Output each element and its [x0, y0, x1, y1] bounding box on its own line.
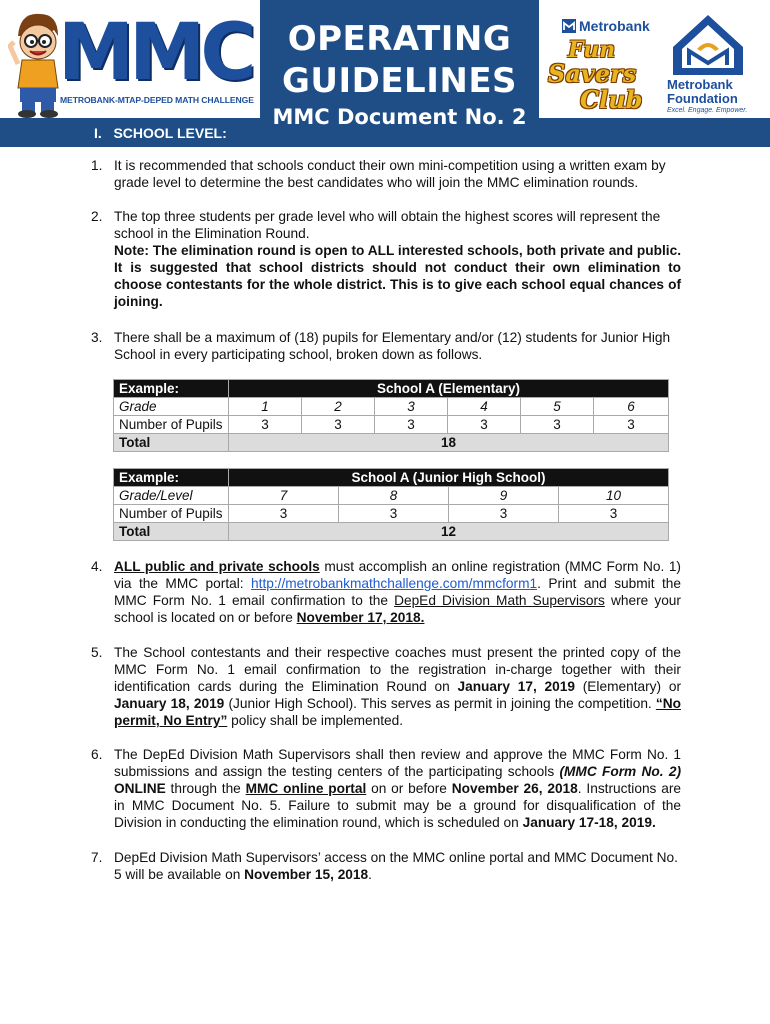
fun-savers-line-3: Club	[580, 85, 643, 114]
grade-cell: 9	[449, 487, 559, 505]
item-note: Note: The elimination round is open to ALL interested schools, both private and public. It is suggested that school districts should not conduct their own elimination to choose contestants for the whole district. This is to give each school equal chances of joining.	[114, 243, 681, 309]
mmc-logo-letters: MMC	[58, 8, 252, 98]
form-reference: (MMC Form No. 2)	[559, 764, 682, 779]
item-text	[114, 558, 681, 626]
row-label: Total	[114, 434, 229, 452]
example-label: Example:	[114, 380, 229, 398]
item-number: 3.	[91, 330, 103, 345]
item-number: 5.	[91, 645, 103, 660]
grade-cell: 1	[229, 398, 302, 416]
text-run: (Junior High School). This serves as permit in joining the competition.	[224, 696, 656, 711]
fun-savers-line-1: Fun	[568, 37, 616, 63]
table-row-pupils	[114, 505, 669, 523]
grade-cell: 5	[521, 398, 594, 416]
pupils-cell: 3	[521, 416, 594, 434]
pupils-cell: 3	[229, 505, 339, 523]
table-row-grade	[114, 398, 669, 416]
item-text: There shall be a maximum of (18) pupils for Elementary and/or (12) students for Junior High School in every participating school, broken down as follows.	[114, 330, 671, 362]
elementary-example-table	[113, 379, 669, 452]
fun-savers-club-logo	[546, 37, 658, 113]
online-portal-text: MMC online portal	[245, 781, 367, 796]
text-run: must accomplish an online registration (MMC Form No. 1) via the MMC portal:	[114, 559, 681, 591]
text-run: . Instructions are in MMC Document No. 5. Failure to submit may be a ground for disqualification of the Division in conducting the elimination round, which is scheduled on	[114, 781, 682, 830]
grade-cell: 8	[339, 487, 449, 505]
text-run: (Elementary) or	[574, 679, 681, 694]
pupils-cell: 3	[339, 505, 449, 523]
deadline-date: November 26, 2018	[451, 781, 578, 796]
elimination-date: January 17-18, 2019.	[522, 815, 656, 830]
item-number: 2.	[91, 209, 103, 224]
item-number: 6.	[91, 747, 103, 762]
metrobank-foundation-emblem-icon	[671, 13, 745, 77]
grade-cell: 2	[302, 398, 375, 416]
pupils-cell: 3	[448, 416, 521, 434]
title-guidelines: GUIDELINES	[281, 61, 518, 101]
row-label: Grade/Level	[114, 487, 229, 505]
pupils-cell: 3	[594, 416, 669, 434]
table-row-total	[114, 523, 669, 541]
foundation-name-line2: Foundation	[667, 91, 738, 106]
title-operating: OPERATING	[287, 19, 512, 59]
table-row-grade	[114, 487, 669, 505]
item-number: 4.	[91, 559, 103, 574]
item-text	[114, 849, 681, 883]
emphasis: ALL public and private schools	[114, 559, 320, 574]
document-header	[0, 0, 770, 147]
fun-savers-line-2: Savers	[548, 59, 637, 88]
deadline-date: November 17, 2018.	[296, 610, 425, 625]
item-text	[114, 746, 681, 831]
elementary-date: January 17, 2019	[457, 679, 575, 694]
text-run: on or before	[366, 781, 452, 796]
item-text	[114, 644, 681, 729]
row-label: Number of Pupils	[114, 505, 229, 523]
online-label: ONLINE	[114, 781, 166, 796]
grade-cell: 3	[375, 398, 448, 416]
text-run: . Print and submit the MMC Form No. 1 email confirmation to the	[114, 576, 682, 608]
mmc-logo-tagline: METROBANK-MTAP-DEPED MATH CHALLENGE	[60, 95, 254, 105]
metrobank-mark-icon	[562, 19, 576, 33]
text-run: DepEd Division Math Supervisors’ access on the MMC online portal and MMC Document No. 5 will be available on	[114, 850, 678, 882]
foundation-name-line1: Metrobank	[667, 77, 733, 92]
section-heading: I. SCHOOL LEVEL:	[94, 125, 227, 141]
grade-cell: 6	[594, 398, 669, 416]
pupils-cell: 3	[449, 505, 559, 523]
table-header-row	[114, 380, 669, 398]
example-label: Example:	[114, 469, 229, 487]
text-run: The School contestants and their respective coaches must present the printed copy of the MMC Form No. 1 email confirmation to the registration in-charge together with their identification cards during the Elimination Round on	[114, 645, 681, 694]
table-header-row	[114, 469, 669, 487]
grade-cell: 4	[448, 398, 521, 416]
text-run: through the	[165, 781, 246, 796]
metrobank-logo-small	[562, 17, 650, 35]
total-cell: 18	[229, 434, 669, 452]
row-label: Total	[114, 523, 229, 541]
item-number: 1.	[91, 158, 103, 173]
pupils-cell: 3	[375, 416, 448, 434]
metrobank-label: Metrobank	[579, 18, 650, 34]
row-label: Grade	[114, 398, 229, 416]
section-bar-right	[539, 118, 770, 147]
mmc-logo	[58, 8, 254, 105]
foundation-tagline: Excel. Engage. Empower.	[667, 107, 748, 114]
grade-cell: 10	[559, 487, 669, 505]
foundation-name	[667, 78, 767, 106]
text-run: .	[368, 867, 372, 882]
total-cell: 12	[229, 523, 669, 541]
jhs-date: January 18, 2019	[114, 696, 225, 711]
school-label: School A (Elementary)	[229, 380, 669, 398]
item-text: The top three students per grade level who will obtain the highest scores will represent the school in the Elimination Round.	[114, 209, 661, 241]
item-text: It is recommended that schools conduct their own mini-competition using a written exam by grade level to determine the best candidates who will join the MMC elimination rounds.	[114, 158, 666, 190]
pupils-cell: 3	[302, 416, 375, 434]
text-run: where your school is located on or before	[114, 593, 681, 625]
item-number: 7.	[91, 850, 103, 865]
section-heading-bar	[0, 118, 260, 147]
item-body	[114, 208, 681, 310]
no-permit-policy: “No permit, No Entry”	[114, 696, 681, 728]
pupils-cell: 3	[229, 416, 302, 434]
underlined-text: DepEd Division Math Supervisors	[394, 593, 605, 608]
title-block	[260, 0, 539, 147]
school-label: School A (Junior High School)	[229, 469, 669, 487]
availability-date: November 15, 2018	[244, 867, 369, 882]
text-run: The DepEd Division Math Supervisors shall then review and approve the MMC Form No. 1 submissions and assign the testing centers of the participating schools	[114, 747, 681, 779]
document-number: MMC Document No. 2	[272, 105, 527, 129]
grade-cell: 7	[229, 487, 339, 505]
pupils-cell: 3	[559, 505, 669, 523]
table-row-total	[114, 434, 669, 452]
mmc-form-link[interactable]: http://metrobankmathchallenge.com/mmcform1	[251, 576, 538, 591]
jhs-example-table	[113, 468, 669, 541]
row-label: Number of Pupils	[114, 416, 229, 434]
table-row-pupils	[114, 416, 669, 434]
text-run: policy shall be implemented.	[227, 713, 404, 728]
